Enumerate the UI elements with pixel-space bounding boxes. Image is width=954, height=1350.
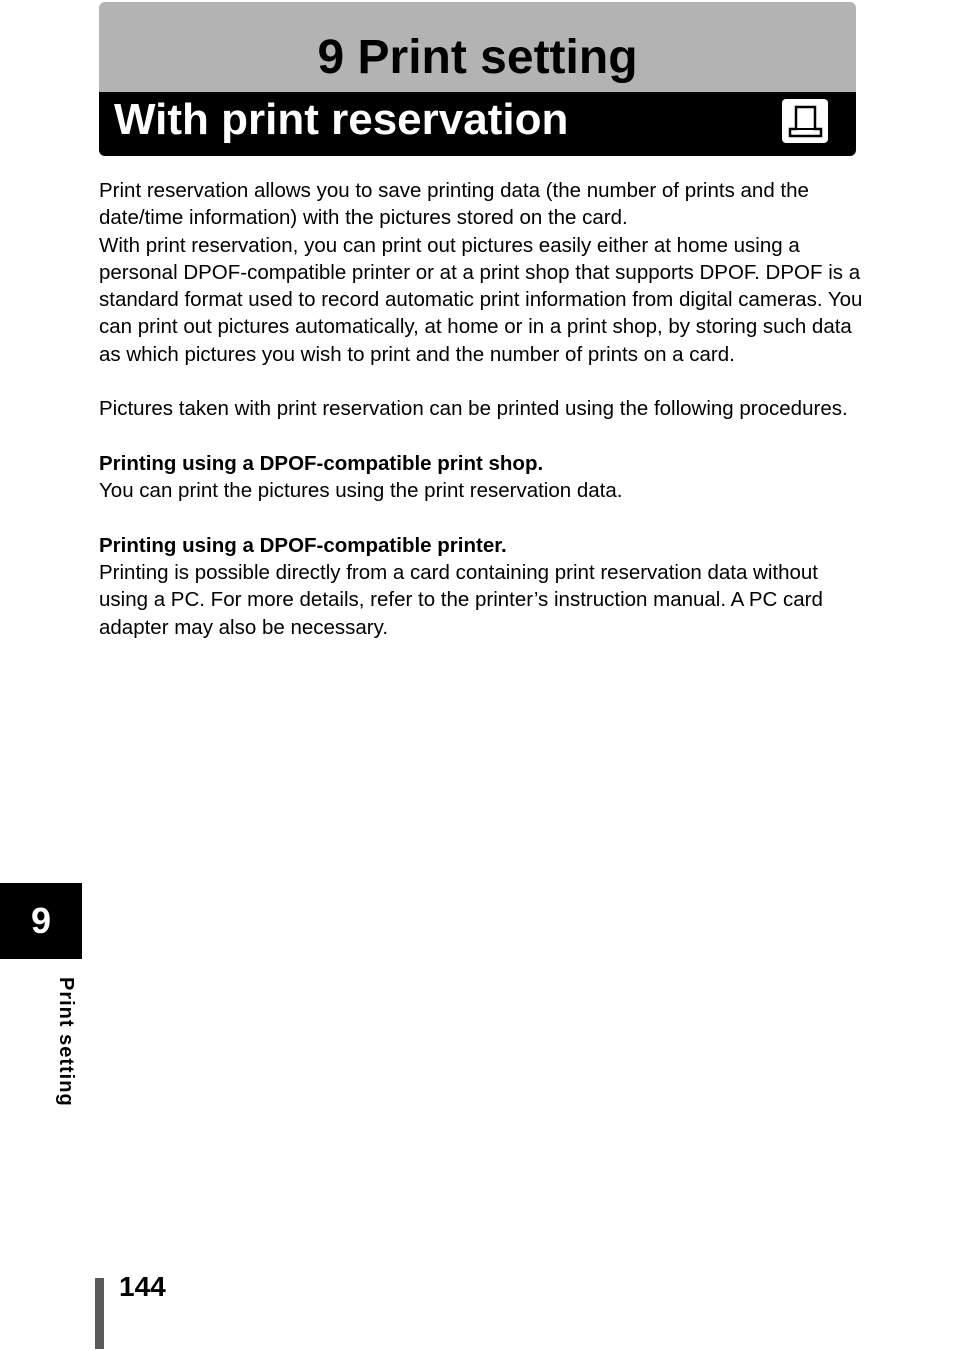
chapter-title: 9 Print setting [317,31,638,84]
chapter-header [99,2,856,156]
section-title-band [99,92,856,156]
chapter-tab [0,883,82,959]
page-number: 144 [119,1271,166,1302]
section-title: With print reservation [114,95,569,144]
printer-heading: Printing using a DPOF-compatible printer. [99,533,507,557]
intro-paragraph-2: With print reservation, you can print out pictures easily either at home using a personal DPOF-compatible printer or at a print shop that supports DPOF. DPOF is a standard format used to record automatic print information from digital cameras. You can print out pictures automatically, at home or in a print shop, by storing such data as which pictures you wish to print and the number of prints on a card. [99,233,863,366]
page-number-bar [95,1278,104,1349]
print-shop-heading: Printing using a DPOF-compatible print shop. [99,451,544,475]
main-content [99,177,869,641]
printer-text: Printing is possible directly from a card containing print reservation data without using a PC. For more details, refer to the printer’s instruction manual. A PC card adapter may also be necessary. [99,561,823,639]
print-reservation-icon [782,99,828,143]
print-shop-text: You can print the pictures using the print reservation data. [99,479,623,503]
chapter-tab-label: Print setting [55,977,77,1107]
chapter-title-band [99,2,856,92]
procedures-intro: Pictures taken with print reservation can be printed using the following procedures. [99,397,848,421]
intro-paragraph-1: Print reservation allows you to save printing data (the number of prints and the date/time information) with the pictures stored on the card. [99,179,809,230]
chapter-tab-number: 9 [30,900,52,941]
